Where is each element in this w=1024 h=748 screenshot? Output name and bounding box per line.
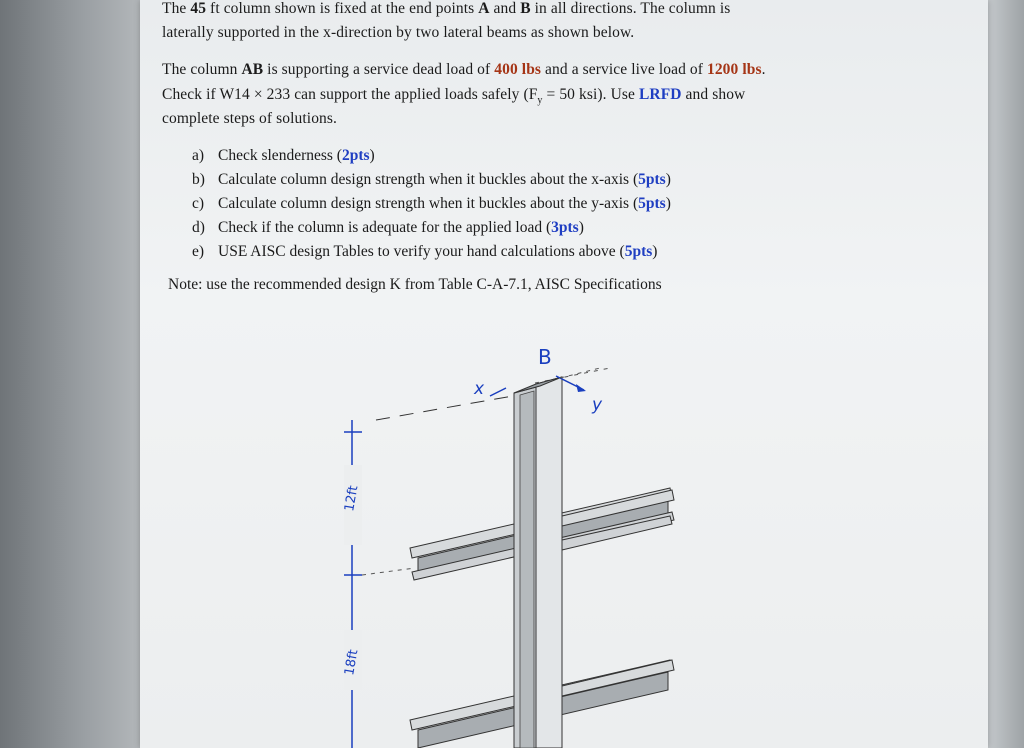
dim-lower-label: 18ft — [342, 648, 362, 677]
task-close: ) — [578, 219, 584, 236]
text-run: and — [489, 0, 521, 17]
text-run: and show — [681, 86, 746, 103]
fy-subscript: y — [537, 95, 543, 107]
task-label: e) — [192, 243, 205, 260]
task-text: USE AISC design Tables to verify your hand calculations above ( — [218, 243, 625, 260]
text-run: is supporting a service dead load of — [263, 61, 495, 78]
task-text: Calculate column design strength when it buckles about the y-axis ( — [218, 195, 639, 212]
intro-line-2: laterally supported in the x-direction by two lateral beams as shown below. — [162, 24, 635, 41]
problem-sheet — [140, 0, 988, 748]
task-points: 3pts — [551, 219, 579, 236]
text-run: ft column shown is fixed at the end points — [206, 0, 479, 17]
point-b: B — [520, 0, 531, 17]
task-label: c) — [192, 195, 205, 212]
task-close: ) — [665, 171, 671, 188]
task-label: a) — [192, 147, 205, 164]
y-axis-label: y — [592, 395, 603, 415]
task-text: Check if the column is adequate for the applied load ( — [218, 219, 552, 236]
top-guide-line — [376, 393, 530, 420]
column-length: 45 — [190, 0, 207, 17]
text-run: Check if — [162, 86, 220, 103]
task-text: Calculate column design strength when it buckles about the x-axis ( — [218, 171, 639, 188]
text-run: = 50 ksi). Use — [542, 86, 639, 103]
dead-load-value: 400 lbs — [494, 61, 542, 78]
column-ab: AB — [241, 61, 264, 78]
task-text: Check slenderness ( — [218, 147, 342, 164]
dim-upper-label: 12ft — [342, 484, 362, 513]
live-load-value: 1200 lbs — [706, 61, 762, 78]
point-a: A — [478, 0, 490, 17]
text-run: . — [761, 61, 766, 78]
desk-background-left — [0, 0, 140, 748]
text-run: and a service live load of — [541, 61, 707, 78]
desk-background-right — [984, 0, 1024, 748]
w-column — [514, 377, 562, 748]
text-run: in all directions. The column is — [530, 0, 731, 17]
text-run: can support the applied loads safely (F — [290, 86, 538, 103]
mid-guide-line — [362, 568, 415, 575]
column-drawing — [140, 0, 988, 748]
design-method: LRFD — [638, 86, 682, 103]
note-text: Note: use the recommended design K from Table C-A-7.1, AISC Specifications — [168, 276, 662, 293]
load-line-3: complete steps of solutions. — [162, 110, 338, 127]
task-label: d) — [192, 219, 205, 236]
x-axis-label: x — [474, 379, 485, 399]
section-designation: W14 × 233 — [219, 86, 291, 103]
task-points: 5pts — [638, 195, 666, 212]
y-arrow-head — [576, 384, 586, 392]
task-points: 5pts — [638, 171, 666, 188]
task-label: b) — [192, 171, 205, 188]
text-run: The column — [162, 61, 242, 78]
task-close: ) — [369, 147, 375, 164]
task-points: 5pts — [624, 243, 653, 260]
task-close: ) — [652, 243, 658, 260]
x-axis-arrow — [490, 388, 506, 396]
point-b-label: B — [538, 345, 552, 369]
task-close: ) — [665, 195, 671, 212]
task-points: 2pts — [341, 147, 370, 164]
text-run: The — [162, 0, 191, 17]
